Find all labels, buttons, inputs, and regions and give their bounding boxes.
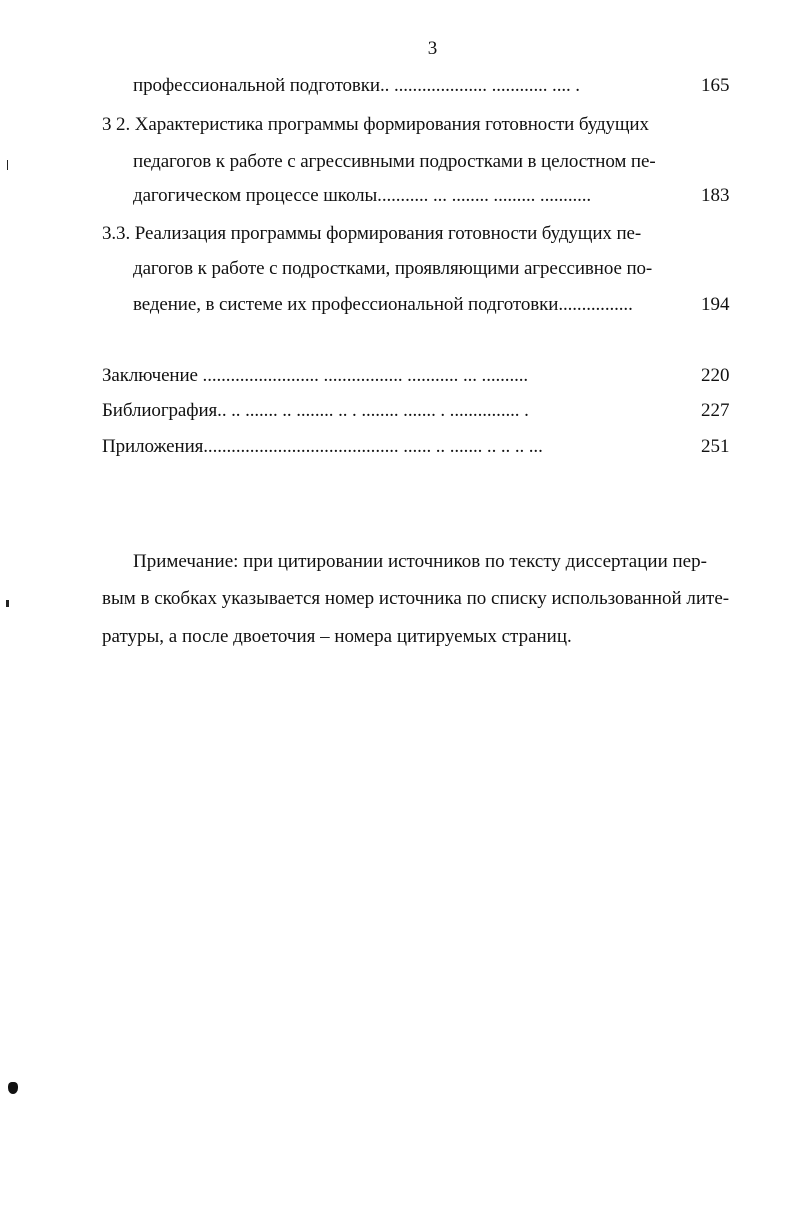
- toc-entry-3-3-line-3: ведение, в системе их профессиональной подготовки................: [133, 294, 633, 315]
- toc-entry-3-3-page: 194: [701, 294, 730, 315]
- toc-entry-3-2-page: 183: [701, 185, 730, 206]
- note-line-1: Примечание: при цитировании источников по тексту диссертации пер-: [133, 551, 707, 572]
- toc-entry-3-3-line-2: дагогов к работе с подростками, проявляющими агрессивное по-: [133, 258, 653, 279]
- toc-entry-3-2-line-1: 3 2. Характеристика программы формирования готовности будущих: [102, 114, 649, 135]
- toc-appendices-page: 251: [701, 436, 730, 457]
- toc-entry-cont-page: 165: [701, 75, 730, 96]
- toc-bibliography-text: Библиография.. .. ....... .. ........ .. . ........ ....... . ............... .: [102, 400, 529, 421]
- note-line-2: вым в скобках указывается номер источника по списку использованной лите-: [102, 588, 730, 609]
- toc-conclusion-page: 220: [701, 365, 730, 386]
- toc-entry-3-2-line-3: дагогическом процессе школы........... ... ........ ......... ...........: [133, 185, 592, 206]
- scan-mark-blot: [8, 1082, 18, 1094]
- toc-bibliography-page: 227: [701, 400, 730, 421]
- page-number: 3: [427, 38, 438, 59]
- toc-entry-cont-text: профессиональной подготовки.. .................... ............ .... .: [133, 75, 580, 96]
- toc-appendices-text: Приложения.......................................... ...... .. ....... .. .. .. ...: [102, 436, 543, 457]
- toc-conclusion-text: Заключение ......................... ................. ........... ... ..........: [102, 365, 529, 386]
- toc-entry-3-2-line-2: педагогов к работе с агрессивными подростками в целостном пе-: [133, 151, 656, 172]
- scan-mark-tick: [7, 160, 8, 170]
- note-line-3: ратуры, а после двоеточия – номера цитируемых страниц.: [102, 626, 572, 647]
- toc-entry-3-3-line-1: 3.3. Реализация программы формирования готовности будущих пе-: [102, 223, 642, 244]
- scan-mark-small: [6, 600, 9, 607]
